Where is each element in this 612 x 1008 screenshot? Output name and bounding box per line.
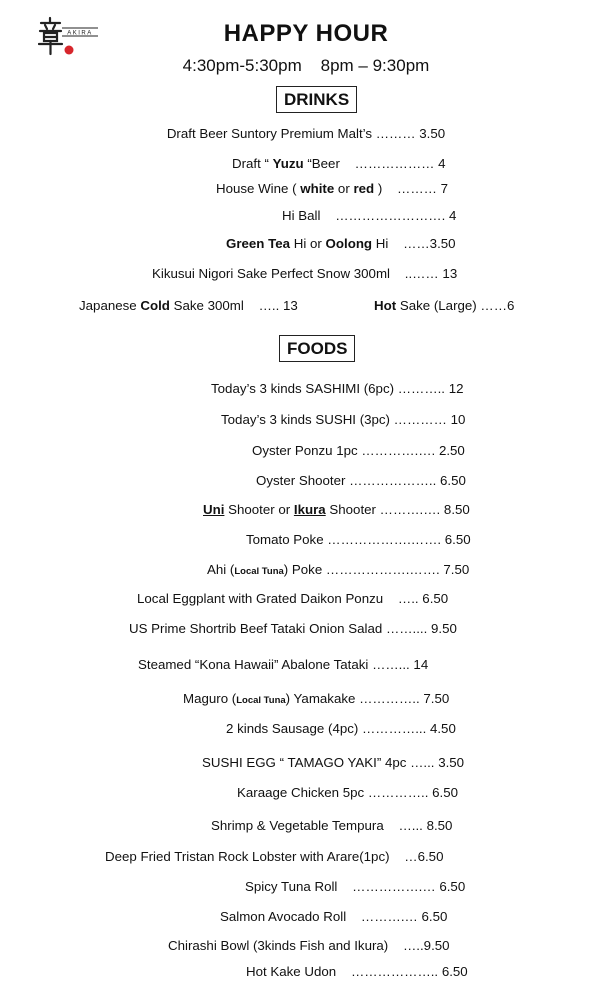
item-text: Hi ……3.50 [372,236,456,251]
menu-item: Today’s 3 kinds SASHIMI (6pc) ……….. 12 [211,381,464,396]
item-highlight: Cold [140,298,170,313]
item-highlight: Oolong [325,236,373,251]
menu-item [203,502,470,518]
item-text: Hi or [290,236,326,251]
menu-item [226,236,456,252]
item-highlight: white [300,181,335,196]
menu-item: Tomato Poke ……………….……. 6.50 [246,532,471,547]
item-text: or [334,181,354,196]
foods-section-heading: FOODS [279,335,355,362]
item-text: House Wine ( [216,181,301,196]
item-text: Ahi ( [207,562,235,577]
happy-hour-times: 4:30pm-5:30pm 8pm – 9:30pm [182,56,430,75]
menu-item [232,156,446,172]
menu-item: Spicy Tuna Roll …………….… 6.50 [245,879,466,894]
item-text: ) ……… 7 [374,181,449,196]
item-text: Draft “ [232,156,273,171]
menu-item: Local Eggplant with Grated Daikon Ponzu ….. 6.50 [137,591,449,606]
item-text: “Beer ……………… 4 [303,156,446,171]
item-text: Maguro ( [183,691,237,706]
item-highlight: Yuzu [272,156,304,171]
item-note: Local Tuna [236,695,286,706]
item-text: Japanese [79,298,141,313]
menu-item [216,181,448,197]
menu-item: Deep Fried Tristan Rock Lobster with Arare(1pc) …6.50 [105,849,444,864]
menu-item: Salmon Avocado Roll ……….… 6.50 [220,909,448,924]
item-text: Sake (Large) ……6 [396,298,515,313]
drinks-section-heading: DRINKS [276,86,357,113]
menu-item: Hi Ball ……………………. 4 [282,208,457,223]
item-text: ) Yamakake ………….. 7.50 [285,691,450,706]
page-title: HAPPY HOUR [223,20,389,47]
menu-item: Steamed “Kona Hawaii” Abalone Tataki ……... 14 [138,657,429,672]
item-note: Local Tuna [234,566,284,577]
menu-item: Today’s 3 kinds SUSHI (3pc) ………… 10 [221,412,466,427]
item-highlight: Hot [374,298,397,313]
menu-item-hot-sake [374,298,514,314]
item-highlight: Uni [203,502,225,517]
menu-item: Oyster Ponzu 1pc ………….…. 2.50 [252,443,465,458]
menu-item: Oyster Shooter ……………….. 6.50 [256,473,466,488]
menu-item: Hot Kake Udon ……………….. 6.50 [246,964,468,979]
item-highlight: Green Tea [226,236,291,251]
item-highlight: red [353,181,375,196]
item-highlight: Ikura [293,502,326,517]
menu-item: Shrimp & Vegetable Tempura …... 8.50 [211,818,453,833]
item-text: Sake 300ml ….. 13 [169,298,298,313]
item-text: ) Poke ……………….……. 7.50 [283,562,470,577]
menu-item: Kikusui Nigori Sake Perfect Snow 300ml ..…… 13 [152,266,458,281]
menu-item: Draft Beer Suntory Premium Malt’s ……… 3.50 [166,126,446,141]
menu-item: 2 kinds Sausage (4pc) …………... 4.50 [226,721,456,736]
item-text: Shooter ……….…. 8.50 [325,502,470,517]
menu-item [207,562,469,580]
item-text: Shooter or [224,502,294,517]
menu-item: Chirashi Bowl (3kinds Fish and Ikura) …..9.50 [168,938,450,953]
menu-item: US Prime Shortrib Beef Tataki Onion Salad …….... 9.50 [129,621,457,636]
menu-item: Karaage Chicken 5pc ………….. 6.50 [237,785,458,800]
logo-text: AKIRA [67,30,93,37]
menu-item: SUSHI EGG “ TAMAGO YAKI” 4pc …... 3.50 [202,755,465,770]
menu-item [183,691,449,709]
menu-item-cold-sake [79,298,298,314]
